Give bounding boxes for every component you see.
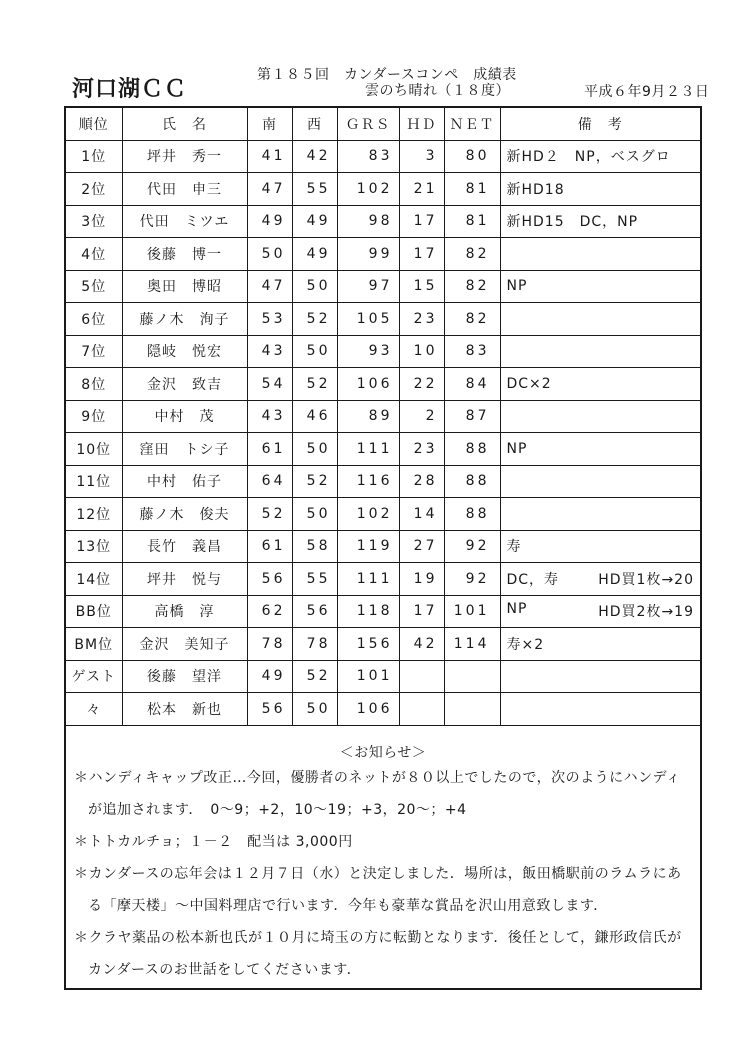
rank-cell: BM位 <box>66 628 122 661</box>
col-grs-header: ＧＲＳ <box>337 108 399 140</box>
notes-text: NP <box>506 440 528 457</box>
rank-cell: 3位 <box>66 205 122 238</box>
table-row <box>66 238 700 271</box>
handicap-cell: 23 <box>399 433 444 466</box>
header-row <box>66 108 700 140</box>
handicap-cell: 17 <box>399 205 444 238</box>
notes-cell <box>500 530 700 563</box>
net-score-cell: 88 <box>444 498 500 531</box>
handicap-cell: 17 <box>399 238 444 271</box>
rank-cell: 2位 <box>66 173 122 206</box>
table-row <box>66 368 700 401</box>
notes-cell <box>500 140 700 173</box>
gross-score-cell: 118 <box>337 595 399 628</box>
west-score-cell: 50 <box>292 335 337 368</box>
west-score-cell: 55 <box>292 173 337 206</box>
handicap-cell <box>399 693 444 726</box>
notes-text: 新HD２ NP，ベスグロ <box>506 149 671 166</box>
gross-score-cell: 89 <box>337 400 399 433</box>
west-score-cell: 50 <box>292 498 337 531</box>
notes-cell <box>500 368 700 401</box>
west-score-cell: 56 <box>292 595 337 628</box>
west-score-cell: 52 <box>292 660 337 693</box>
rank-cell: ゲスト <box>66 660 122 693</box>
notice-line: る「摩天楼」～中国料理店で行います．今年も豪華な賞品を沢山用意致します． <box>88 898 608 914</box>
south-score-cell: 64 <box>247 465 292 498</box>
table-row <box>66 270 700 303</box>
net-score-cell: 83 <box>444 335 500 368</box>
notes-cell <box>500 270 700 303</box>
notes-cell <box>500 465 700 498</box>
table-row <box>66 465 700 498</box>
table-row <box>66 433 700 466</box>
notes-cell <box>500 205 700 238</box>
south-score-cell: 54 <box>247 368 292 401</box>
table-row <box>66 400 700 433</box>
south-score-cell: 41 <box>247 140 292 173</box>
south-score-cell: 47 <box>247 270 292 303</box>
west-score-cell: 52 <box>292 465 337 498</box>
notes-cell <box>500 173 700 206</box>
notes-cell <box>500 660 700 693</box>
rank-cell: 々 <box>66 693 122 726</box>
notes-text: 寿 <box>506 539 522 556</box>
south-score-cell: 56 <box>247 693 292 726</box>
west-score-cell: 52 <box>292 303 337 336</box>
net-score-cell <box>444 693 500 726</box>
west-score-cell: 52 <box>292 368 337 401</box>
gross-score-cell: 116 <box>337 465 399 498</box>
handicap-cell: 19 <box>399 563 444 596</box>
table-row <box>66 335 700 368</box>
player-name-cell: 藤ノ木 洵子 <box>122 303 247 336</box>
net-score-cell: 82 <box>444 303 500 336</box>
table-row <box>66 595 700 628</box>
handicap-cell: 10 <box>399 335 444 368</box>
south-score-cell: 49 <box>247 660 292 693</box>
player-name-cell: 中村 茂 <box>122 400 247 433</box>
south-score-cell: 61 <box>247 433 292 466</box>
south-score-cell: 43 <box>247 400 292 433</box>
handicap-cell: 28 <box>399 465 444 498</box>
gross-score-cell: 156 <box>337 628 399 661</box>
west-score-cell: 49 <box>292 238 337 271</box>
col-hd-header: ＨＤ <box>399 108 444 140</box>
gross-score-cell: 99 <box>337 238 399 271</box>
gross-score-cell: 106 <box>337 368 399 401</box>
notes-cell <box>500 693 700 726</box>
net-score-cell: 81 <box>444 173 500 206</box>
net-score-cell: 82 <box>444 270 500 303</box>
handicap-cell: 3 <box>399 140 444 173</box>
gross-score-cell: 102 <box>337 173 399 206</box>
south-score-cell: 53 <box>247 303 292 336</box>
notes-cell <box>500 400 700 433</box>
west-score-cell: 50 <box>292 433 337 466</box>
west-score-cell: 46 <box>292 400 337 433</box>
rank-cell: BB位 <box>66 595 122 628</box>
rank-cell: 13位 <box>66 530 122 563</box>
rank-cell: 9位 <box>66 400 122 433</box>
notes-cell <box>500 433 700 466</box>
player-name-cell: 後藤 望洋 <box>122 660 247 693</box>
handicap-cell <box>399 660 444 693</box>
notice-line: ＊クラヤ薬品の松本新也氏が１０月に埼玉の方に転勤となります．後任として，鎌形政信氏が <box>74 930 682 946</box>
south-score-cell: 56 <box>247 563 292 596</box>
handicap-cell: 2 <box>399 400 444 433</box>
table-row <box>66 173 700 206</box>
notes-text: NP <box>506 601 528 618</box>
notes-text: 新HD15 DC，NP <box>506 214 639 231</box>
handicap-cell: 27 <box>399 530 444 563</box>
south-score-cell: 78 <box>247 628 292 661</box>
south-score-cell: 62 <box>247 595 292 628</box>
west-score-cell: 58 <box>292 530 337 563</box>
net-score-cell: 82 <box>444 238 500 271</box>
handicap-purchase-note: HD買2枚→19 <box>598 604 694 621</box>
rank-cell: 4位 <box>66 238 122 271</box>
south-score-cell: 47 <box>247 173 292 206</box>
south-score-cell: 61 <box>247 530 292 563</box>
notice-heading: ＜お知らせ＞ <box>339 745 427 761</box>
player-name-cell: 坪井 秀一 <box>122 140 247 173</box>
notice-section <box>66 738 700 986</box>
gross-score-cell: 98 <box>337 205 399 238</box>
gross-score-cell: 119 <box>337 530 399 563</box>
net-score-cell: 114 <box>444 628 500 661</box>
notes-cell <box>500 335 700 368</box>
notes-text: 新HD18 <box>506 181 565 198</box>
table-row <box>66 205 700 238</box>
notes-cell <box>500 238 700 271</box>
player-name-cell: 窪田 トシ子 <box>122 433 247 466</box>
net-score-cell: 87 <box>444 400 500 433</box>
weather-line: 雲のち晴れ（１８度） <box>365 83 510 99</box>
handicap-cell: 42 <box>399 628 444 661</box>
gross-score-cell: 111 <box>337 563 399 596</box>
handicap-cell: 21 <box>399 173 444 206</box>
rank-cell: 10位 <box>66 433 122 466</box>
notice-line: カンダースのお世話をしてくださいます． <box>88 962 362 978</box>
player-name-cell: 奥田 博昭 <box>122 270 247 303</box>
handicap-cell: 17 <box>399 595 444 628</box>
player-name-cell: 中村 佑子 <box>122 465 247 498</box>
club-name: 河口湖ＣＣ <box>72 76 188 102</box>
document-title: 第１８５回 カンダースコンペ 成績表 <box>257 67 517 83</box>
gross-score-cell: 102 <box>337 498 399 531</box>
notes-text: DC×2 <box>506 375 552 392</box>
gross-score-cell: 93 <box>337 335 399 368</box>
west-score-cell: 50 <box>292 270 337 303</box>
gross-score-cell: 111 <box>337 433 399 466</box>
net-score-cell: 88 <box>444 433 500 466</box>
table-row <box>66 498 700 531</box>
player-name-cell: 代田 申三 <box>122 173 247 206</box>
net-score-cell <box>444 660 500 693</box>
gross-score-cell: 105 <box>337 303 399 336</box>
player-name-cell: 代田 ミツエ <box>122 205 247 238</box>
net-score-cell: 92 <box>444 530 500 563</box>
player-name-cell: 坪井 悦与 <box>122 563 247 596</box>
rank-cell: 11位 <box>66 465 122 498</box>
notes-cell <box>500 563 700 596</box>
notice-line: が追加されます． 0～9；+2，10～19；+3，20～；+4 <box>88 802 467 818</box>
table-row <box>66 530 700 563</box>
rank-cell: 7位 <box>66 335 122 368</box>
rank-cell: 1位 <box>66 140 122 173</box>
rank-cell: 8位 <box>66 368 122 401</box>
player-name-cell: 松本 新也 <box>122 693 247 726</box>
notice-line: ＊トトカルチョ；１－２ 配当は 3,000円 <box>74 834 353 850</box>
net-score-cell: 92 <box>444 563 500 596</box>
west-score-cell: 78 <box>292 628 337 661</box>
handicap-cell: 15 <box>399 270 444 303</box>
south-score-cell: 50 <box>247 238 292 271</box>
rank-cell: 5位 <box>66 270 122 303</box>
south-score-cell: 43 <box>247 335 292 368</box>
south-score-cell: 52 <box>247 498 292 531</box>
net-score-cell: 88 <box>444 465 500 498</box>
handicap-cell: 23 <box>399 303 444 336</box>
player-name-cell: 金沢 美知子 <box>122 628 247 661</box>
west-score-cell: 42 <box>292 140 337 173</box>
date: 平成６年9月２３日 <box>584 84 710 100</box>
net-score-cell: 84 <box>444 368 500 401</box>
table-row <box>66 563 700 596</box>
notice-line: ＊ハンディキャップ改正…今回，優勝者のネットが８０以上でしたので，次のようにハンディ <box>74 770 681 786</box>
table-row <box>66 303 700 336</box>
notes-cell <box>500 595 700 628</box>
notes-cell <box>500 498 700 531</box>
notes-text: DC，寿 <box>506 571 560 588</box>
south-score-cell: 49 <box>247 205 292 238</box>
net-score-cell: 101 <box>444 595 500 628</box>
net-score-cell: 81 <box>444 205 500 238</box>
handicap-purchase-note: HD買1枚→20 <box>598 571 694 588</box>
handicap-cell: 22 <box>399 368 444 401</box>
notice-line: ＊カンダースの忘年会は１２月７日（水）と決定しました．場所は，飯田橋駅前のラムラにあ <box>74 866 682 882</box>
west-score-cell: 50 <box>292 693 337 726</box>
player-name-cell: 隠岐 悦宏 <box>122 335 247 368</box>
gross-score-cell: 101 <box>337 660 399 693</box>
handicap-cell: 14 <box>399 498 444 531</box>
notes-text: 寿×2 <box>506 636 545 653</box>
rank-cell: 12位 <box>66 498 122 531</box>
notes-cell <box>500 628 700 661</box>
player-name-cell: 長竹 義昌 <box>122 530 247 563</box>
col-net-header: ＮＥＴ <box>444 108 500 140</box>
player-name-cell: 藤ノ木 俊夫 <box>122 498 247 531</box>
rank-cell: 6位 <box>66 303 122 336</box>
rank-cell: 14位 <box>66 563 122 596</box>
col-west-header: 西 <box>292 108 337 140</box>
player-name-cell: 高橋 淳 <box>122 595 247 628</box>
gross-score-cell: 83 <box>337 140 399 173</box>
notes-text: NP <box>506 278 528 295</box>
col-south-header: 南 <box>247 108 292 140</box>
results-table <box>66 108 700 726</box>
player-name-cell: 金沢 致吉 <box>122 368 247 401</box>
notes-cell <box>500 303 700 336</box>
col-name-header: 氏 名 <box>122 108 247 140</box>
col-rank-header: 順位 <box>66 108 122 140</box>
net-score-cell: 80 <box>444 140 500 173</box>
results-sheet <box>64 106 702 990</box>
table-row <box>66 140 700 173</box>
table-row <box>66 693 700 726</box>
table-row <box>66 628 700 661</box>
table-row <box>66 660 700 693</box>
col-notes-header: 備 考 <box>500 108 700 140</box>
west-score-cell: 55 <box>292 563 337 596</box>
gross-score-cell: 106 <box>337 693 399 726</box>
west-score-cell: 49 <box>292 205 337 238</box>
gross-score-cell: 97 <box>337 270 399 303</box>
player-name-cell: 後藤 博一 <box>122 238 247 271</box>
